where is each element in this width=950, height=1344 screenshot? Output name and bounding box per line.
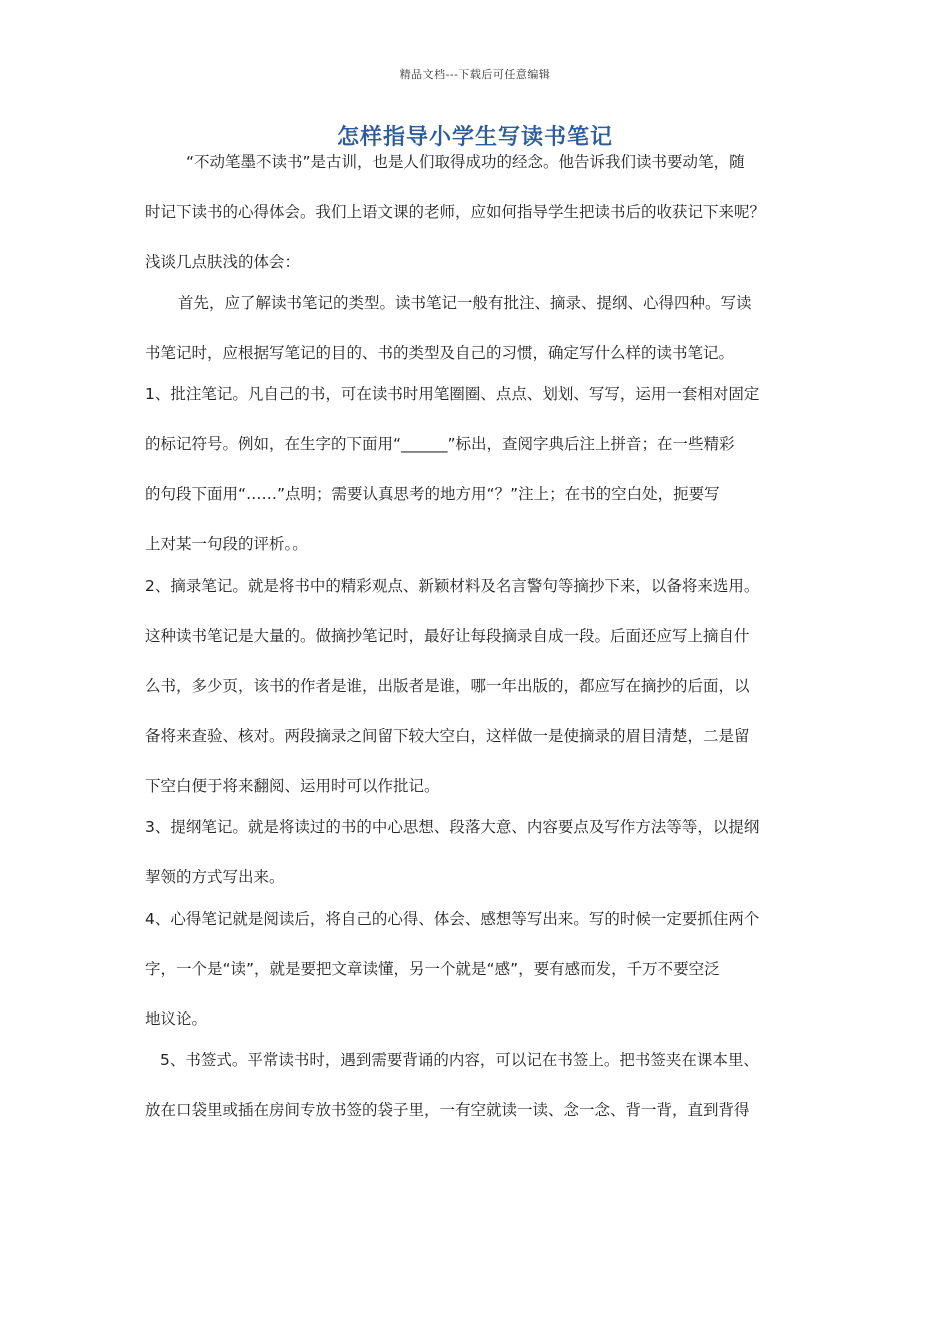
paragraph-line: 备将来查验、核对。两段摘录之间留下较大空白，这样做一是使摘录的眉目清楚，二是留 [145,727,750,745]
document-title: 怎样指导小学生写读书笔记 [336,124,613,150]
header-note: 精品文档---下载后可任意编辑 [399,68,551,81]
paragraph-line: 浅谈几点肤浅的体会： [145,253,301,271]
paragraph-line: 书笔记时，应根据写笔记的目的、书的类型及自己的习惯，确定写什么样的读书笔记。 [145,344,735,362]
paragraph-line: “不动笔墨不读书”是古训，也是人们取得成功的经念。他告诉我们读书要动笔，随 [186,153,745,171]
paragraph-line: 4、心得笔记就是阅读后，将自己的心得、体会、感想等写出来。写的时候一定要抓住两个 [145,910,760,928]
paragraph-line: 么书，多少页，该书的作者是谁，出版者是谁，哪一年出版的，都应写在摘抄的后面，以 [145,677,750,695]
paragraph-line: 5、书签式。平常读书时，遇到需要背诵的内容，可以记在书签上。把书签夹在课本里、 [160,1051,759,1069]
paragraph-line: 这种读书笔记是大量的。做摘抄笔记时，最好让每段摘录自成一段。后面还应写上摘自什 [145,627,750,645]
paragraph-line: 首先，应了解读书笔记的类型。读书笔记一般有批注、摘录、提纲、心得四种。写读 [178,294,752,312]
paragraph-line: 的句段下面用“……”点明；需要认真思考的地方用“？”注上；在书的空白处，扼要写 [145,485,720,503]
paragraph-line: 下空白便于将来翻阅、运用时可以作批记。 [145,777,440,795]
paragraph-line: 3、提纲笔记。就是将读过的书的中心思想、段落大意、内容要点及写作方法等等，以提纲 [145,818,760,836]
paragraph-line: 放在口袋里或插在房间专放书签的袋子里，一有空就读一读、念一念、背一背，直到背得 [145,1101,750,1119]
paragraph-line: 字，一个是“读”，就是要把文章读懂，另一个就是“感”，要有感而发，千万不要空泛 [145,960,720,978]
paragraph-line: 2、摘录笔记。就是将书中的精彩观点、新颖材料及名言警句等摘抄下来，以备将来选用。 [145,577,760,595]
paragraph-line: 时记下读书的心得体会。我们上语文课的老师，应如何指导学生把读书后的收获记下来呢？ [145,203,766,221]
paragraph-line: 地议论。 [145,1010,208,1028]
paragraph-line: 挈领的方式写出来。 [145,868,285,886]
paragraph-line: 1、批注笔记。凡自己的书，可在读书时用笔圈圈、点点、划划、写写，运用一套相对固定 [145,385,760,403]
paragraph-line: 的标记符号。例如，在生字的下面用“______”标出，查阅字典后注上拼音；在一些精彩 [145,435,735,453]
paragraph-line: 上对某一句段的评析。。 [145,535,308,553]
